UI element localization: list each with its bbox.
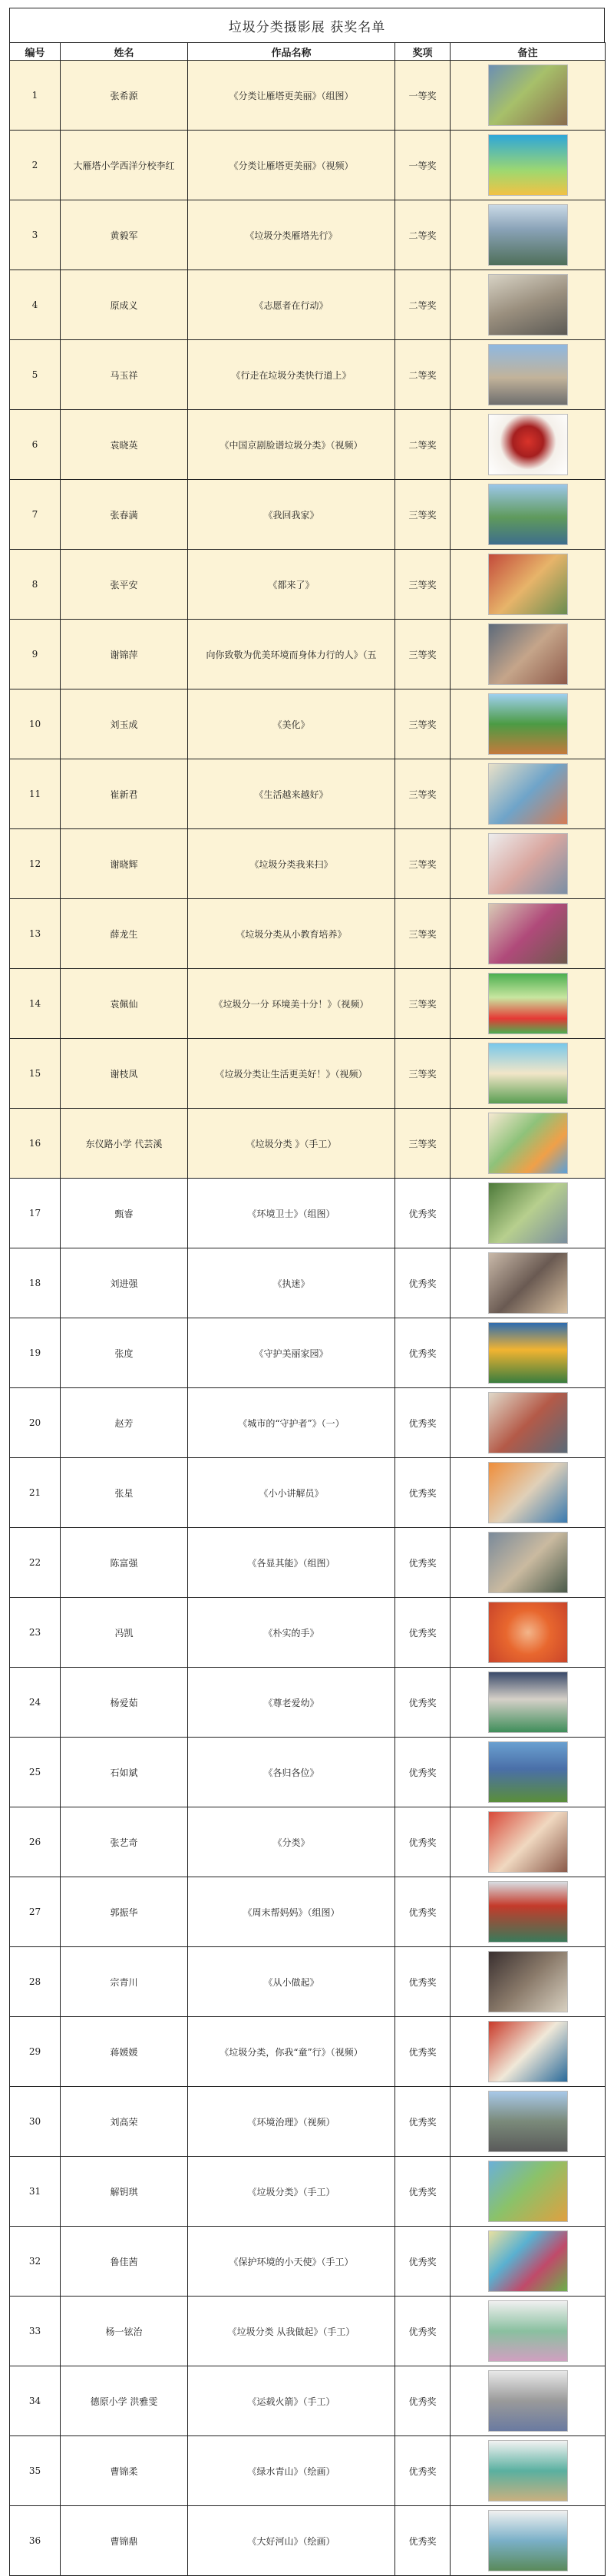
entry-photo[interactable] <box>488 2510 568 2571</box>
row-work: 《志愿者在行动》 <box>188 270 395 340</box>
row-num: 8 <box>10 550 61 620</box>
row-work: 《各显其能》（组图） <box>188 1528 395 1598</box>
row-name: 张艺奇 <box>61 1807 188 1877</box>
entry-photo[interactable] <box>488 1602 568 1663</box>
entry-photo[interactable] <box>488 1741 568 1803</box>
table-row <box>10 2297 606 2366</box>
row-name: 赵芳 <box>61 1388 188 1458</box>
row-note <box>451 1877 606 1947</box>
row-award: 三等奖 <box>395 969 451 1039</box>
row-name: 曹锦鼎 <box>61 2506 188 2576</box>
row-award: 优秀奖 <box>395 1598 451 1668</box>
entry-photo[interactable] <box>488 1462 568 1523</box>
row-note <box>451 2157 606 2227</box>
entry-photo[interactable] <box>488 2370 568 2432</box>
row-name: 张希源 <box>61 61 188 131</box>
row-name: 曹锦柔 <box>61 2436 188 2506</box>
row-name: 崔新君 <box>61 759 188 829</box>
row-work: 《守护美丽家园》 <box>188 1318 395 1388</box>
row-num: 17 <box>10 1179 61 1248</box>
row-name: 甄睿 <box>61 1179 188 1248</box>
table-row <box>10 270 606 340</box>
row-name: 谢锦萍 <box>61 620 188 689</box>
row-num: 11 <box>10 759 61 829</box>
entry-photo[interactable] <box>488 274 568 336</box>
row-note <box>451 689 606 759</box>
row-name: 薛龙生 <box>61 899 188 969</box>
entry-photo[interactable] <box>488 763 568 825</box>
row-name: 黄毅军 <box>61 200 188 270</box>
row-award: 三等奖 <box>395 620 451 689</box>
row-name: 石如斌 <box>61 1738 188 1807</box>
table-row <box>10 620 606 689</box>
row-name: 解钥琪 <box>61 2157 188 2227</box>
row-num: 2 <box>10 131 61 200</box>
row-note <box>451 1318 606 1388</box>
table-row <box>10 1947 606 2017</box>
row-num: 1 <box>10 61 61 131</box>
row-award: 一等奖 <box>395 61 451 131</box>
row-award: 三等奖 <box>395 1039 451 1109</box>
entry-photo[interactable] <box>488 1672 568 1733</box>
row-note <box>451 1807 606 1877</box>
row-name: 张春满 <box>61 480 188 550</box>
row-note <box>451 759 606 829</box>
row-num: 26 <box>10 1807 61 1877</box>
row-name: 马玉祥 <box>61 340 188 410</box>
table-row <box>10 759 606 829</box>
table-row <box>10 61 606 131</box>
row-name: 郭振华 <box>61 1877 188 1947</box>
row-name: 谢枝凤 <box>61 1039 188 1109</box>
entry-photo[interactable] <box>488 1392 568 1453</box>
row-award: 优秀奖 <box>395 1458 451 1528</box>
row-num: 16 <box>10 1109 61 1179</box>
entry-photo[interactable] <box>488 2300 568 2362</box>
row-num: 28 <box>10 1947 61 2017</box>
table-row <box>10 1807 606 1877</box>
row-award: 二等奖 <box>395 200 451 270</box>
entry-photo[interactable] <box>488 1811 568 1873</box>
row-note <box>451 2227 606 2297</box>
row-award: 二等奖 <box>395 340 451 410</box>
row-work: 向你致敬为优美环境而身体力行的人》（五 <box>188 620 395 689</box>
table-row <box>10 200 606 270</box>
entry-photo[interactable] <box>488 554 568 615</box>
row-work: 《垃圾分类 》（手工） <box>188 1109 395 1179</box>
row-award: 优秀奖 <box>395 1738 451 1807</box>
row-num: 5 <box>10 340 61 410</box>
row-note <box>451 270 606 340</box>
row-name: 冯凯 <box>61 1598 188 1668</box>
entry-photo[interactable] <box>488 2440 568 2502</box>
row-award: 二等奖 <box>395 270 451 340</box>
row-num: 14 <box>10 969 61 1039</box>
row-award: 优秀奖 <box>395 1179 451 1248</box>
row-work: 《尊老爱幼》 <box>188 1668 395 1738</box>
row-note <box>451 1668 606 1738</box>
header-name: 姓名 <box>61 43 188 61</box>
row-num: 9 <box>10 620 61 689</box>
row-note <box>451 131 606 200</box>
table-row <box>10 1668 606 1738</box>
table-row <box>10 969 606 1039</box>
row-award: 三等奖 <box>395 829 451 899</box>
entry-photo[interactable] <box>488 344 568 405</box>
row-award: 优秀奖 <box>395 1668 451 1738</box>
row-award: 三等奖 <box>395 759 451 829</box>
entry-photo[interactable] <box>488 1322 568 1384</box>
row-name: 大雁塔小学西洋分校李红 <box>61 131 188 200</box>
row-note <box>451 2297 606 2366</box>
header-work: 作品名称 <box>188 43 395 61</box>
row-num: 20 <box>10 1388 61 1458</box>
entry-photo[interactable] <box>488 693 568 755</box>
entry-photo[interactable] <box>488 1951 568 2012</box>
entry-photo[interactable] <box>488 1113 568 1174</box>
row-note <box>451 1179 606 1248</box>
row-work: 《行走在垃圾分类快行道上》 <box>188 340 395 410</box>
row-num: 31 <box>10 2157 61 2227</box>
row-name: 袁佩仙 <box>61 969 188 1039</box>
row-award: 优秀奖 <box>395 1877 451 1947</box>
row-work: 《环境卫士》（组图） <box>188 1179 395 1248</box>
row-num: 10 <box>10 689 61 759</box>
row-name: 袁晓英 <box>61 410 188 480</box>
award-sheet <box>9 8 605 2576</box>
row-num: 34 <box>10 2366 61 2436</box>
row-note <box>451 480 606 550</box>
row-award: 优秀奖 <box>395 2087 451 2157</box>
row-num: 35 <box>10 2436 61 2506</box>
row-work: 《生活越来越好》 <box>188 759 395 829</box>
entry-photo[interactable] <box>488 2230 568 2292</box>
row-work: 《美化》 <box>188 689 395 759</box>
table-row <box>10 2157 606 2227</box>
row-award: 优秀奖 <box>395 2297 451 2366</box>
row-num: 19 <box>10 1318 61 1388</box>
row-num: 6 <box>10 410 61 480</box>
header-award: 奖项 <box>395 43 451 61</box>
row-note <box>451 1947 606 2017</box>
entry-photo[interactable] <box>488 1532 568 1593</box>
entry-photo[interactable] <box>488 204 568 266</box>
row-num: 12 <box>10 829 61 899</box>
entry-photo[interactable] <box>488 2161 568 2222</box>
table-row <box>10 2436 606 2506</box>
table-row <box>10 1598 606 1668</box>
row-note <box>451 1598 606 1668</box>
row-name: 杨一铉治 <box>61 2297 188 2366</box>
row-note <box>451 2366 606 2436</box>
table-row <box>10 2227 606 2297</box>
table-row <box>10 2087 606 2157</box>
table-row <box>10 829 606 899</box>
row-work: 《绿水青山》（绘画） <box>188 2436 395 2506</box>
table-row <box>10 1738 606 1807</box>
entry-photo[interactable] <box>488 64 568 126</box>
row-name: 谢晓辉 <box>61 829 188 899</box>
entry-photo[interactable] <box>488 903 568 964</box>
row-award: 优秀奖 <box>395 1248 451 1318</box>
table-row <box>10 410 606 480</box>
table-row <box>10 131 606 200</box>
table-row <box>10 1318 606 1388</box>
entry-photo[interactable] <box>488 134 568 196</box>
row-note <box>451 1738 606 1807</box>
table-row <box>10 1109 606 1179</box>
row-num: 36 <box>10 2506 61 2576</box>
row-work: 《都来了》 <box>188 550 395 620</box>
row-work: 《垃圾分类》（手工） <box>188 2157 395 2227</box>
table-row <box>10 2366 606 2436</box>
row-note <box>451 899 606 969</box>
row-name: 张平安 <box>61 550 188 620</box>
row-work: 《城市的“守护者”》（一） <box>188 1388 395 1458</box>
row-note <box>451 2087 606 2157</box>
row-name: 陈富强 <box>61 1528 188 1598</box>
row-note <box>451 61 606 131</box>
row-num: 21 <box>10 1458 61 1528</box>
row-award: 三等奖 <box>395 550 451 620</box>
row-work: 《从小做起》 <box>188 1947 395 2017</box>
row-note <box>451 1248 606 1318</box>
row-award: 优秀奖 <box>395 1947 451 2017</box>
row-work: 《垃圾分类 从我做起》（手工） <box>188 2297 395 2366</box>
row-name: 刘高荣 <box>61 2087 188 2157</box>
table-row <box>10 899 606 969</box>
entry-photo[interactable] <box>488 1252 568 1314</box>
entry-photo[interactable] <box>488 623 568 685</box>
row-work: 《垃圾分类让生活更美好！》（视频） <box>188 1039 395 1109</box>
row-num: 25 <box>10 1738 61 1807</box>
row-note <box>451 2436 606 2506</box>
row-award: 优秀奖 <box>395 2157 451 2227</box>
table-row <box>10 1388 606 1458</box>
row-note <box>451 620 606 689</box>
row-award: 三等奖 <box>395 480 451 550</box>
entry-photo[interactable] <box>488 2091 568 2152</box>
table-row <box>10 2506 606 2576</box>
entry-photo[interactable] <box>488 1043 568 1104</box>
row-note <box>451 969 606 1039</box>
table-row <box>10 1039 606 1109</box>
row-award: 优秀奖 <box>395 1388 451 1458</box>
row-name: 鲁佳茜 <box>61 2227 188 2297</box>
table-row <box>10 1458 606 1528</box>
row-note <box>451 1388 606 1458</box>
entry-photo[interactable] <box>488 1881 568 1943</box>
table-row <box>10 1528 606 1598</box>
row-num: 33 <box>10 2297 61 2366</box>
row-note <box>451 1458 606 1528</box>
row-name: 蒋媛媛 <box>61 2017 188 2087</box>
row-work: 《分类让雁塔更美丽》（组图） <box>188 61 395 131</box>
row-work: 《大好河山》（绘画） <box>188 2506 395 2576</box>
table-row <box>10 480 606 550</box>
row-award: 优秀奖 <box>395 2366 451 2436</box>
entry-photo[interactable] <box>488 833 568 894</box>
row-work: 《垃圾分类从小教育培养》 <box>188 899 395 969</box>
table-row <box>10 689 606 759</box>
row-note <box>451 1039 606 1109</box>
table-row <box>10 2017 606 2087</box>
table-row <box>10 340 606 410</box>
row-name: 刘玉成 <box>61 689 188 759</box>
row-num: 30 <box>10 2087 61 2157</box>
row-award: 三等奖 <box>395 899 451 969</box>
row-note <box>451 200 606 270</box>
row-num: 27 <box>10 1877 61 1947</box>
row-name: 张度 <box>61 1318 188 1388</box>
row-work: 《执迷》 <box>188 1248 395 1318</box>
row-work: 《分类让雁塔更美丽》（视频） <box>188 131 395 200</box>
header-note: 备注 <box>451 43 606 61</box>
row-num: 7 <box>10 480 61 550</box>
entry-photo[interactable] <box>488 2021 568 2082</box>
row-name: 原成义 <box>61 270 188 340</box>
row-award: 优秀奖 <box>395 2436 451 2506</box>
entry-photo[interactable] <box>488 484 568 545</box>
row-note <box>451 410 606 480</box>
row-work: 《小小讲解员》 <box>188 1458 395 1528</box>
row-work: 《环境治理》（视频） <box>188 2087 395 2157</box>
row-award: 三等奖 <box>395 1109 451 1179</box>
row-note <box>451 2506 606 2576</box>
row-num: 15 <box>10 1039 61 1109</box>
row-num: 13 <box>10 899 61 969</box>
row-award: 三等奖 <box>395 689 451 759</box>
entry-photo[interactable] <box>488 1182 568 1244</box>
row-note <box>451 1109 606 1179</box>
entry-photo[interactable] <box>488 414 568 475</box>
row-note <box>451 829 606 899</box>
row-work: 《垃圾分类雁塔先行》 <box>188 200 395 270</box>
table-row <box>10 1179 606 1248</box>
header-row <box>10 43 606 61</box>
entry-photo[interactable] <box>488 973 568 1034</box>
award-table <box>9 42 606 2576</box>
row-award: 优秀奖 <box>395 1318 451 1388</box>
row-award: 优秀奖 <box>395 2227 451 2297</box>
row-work: 《我回我家》 <box>188 480 395 550</box>
row-name: 杨爱茹 <box>61 1668 188 1738</box>
row-note <box>451 550 606 620</box>
row-name: 东仪路小学 代芸溪 <box>61 1109 188 1179</box>
row-name: 德原小学 洪雅雯 <box>61 2366 188 2436</box>
row-award: 一等奖 <box>395 131 451 200</box>
row-award: 二等奖 <box>395 410 451 480</box>
row-note <box>451 2017 606 2087</box>
row-work: 《垃圾分类，你我“童”行》（视频） <box>188 2017 395 2087</box>
row-work: 《各归各位》 <box>188 1738 395 1807</box>
row-work: 《周末帮妈妈》（组图） <box>188 1877 395 1947</box>
row-name: 张星 <box>61 1458 188 1528</box>
row-name: 刘进强 <box>61 1248 188 1318</box>
row-award: 优秀奖 <box>395 2017 451 2087</box>
row-note <box>451 1528 606 1598</box>
row-award: 优秀奖 <box>395 1528 451 1598</box>
row-num: 4 <box>10 270 61 340</box>
row-name: 宗青川 <box>61 1947 188 2017</box>
row-num: 32 <box>10 2227 61 2297</box>
row-num: 22 <box>10 1528 61 1598</box>
row-num: 29 <box>10 2017 61 2087</box>
row-num: 18 <box>10 1248 61 1318</box>
row-work: 《中国京剧脸谱垃圾分类》（视频） <box>188 410 395 480</box>
row-work: 《运载火箭》（手工） <box>188 2366 395 2436</box>
row-work: 《朴实的手》 <box>188 1598 395 1668</box>
row-num: 23 <box>10 1598 61 1668</box>
row-award: 优秀奖 <box>395 1807 451 1877</box>
table-row <box>10 1877 606 1947</box>
row-award: 优秀奖 <box>395 2506 451 2576</box>
row-num: 24 <box>10 1668 61 1738</box>
row-note <box>451 340 606 410</box>
sheet-title: 垃圾分类摄影展 获奖名单 <box>9 8 605 42</box>
row-work: 《垃圾分类我来扫》 <box>188 829 395 899</box>
row-work: 《分类》 <box>188 1807 395 1877</box>
table-row <box>10 1248 606 1318</box>
row-work: 《保护环境的小天使》（手工） <box>188 2227 395 2297</box>
table-row <box>10 550 606 620</box>
row-num: 3 <box>10 200 61 270</box>
header-num: 编号 <box>10 43 61 61</box>
row-work: 《垃圾分一分 环境美十分！》（视频） <box>188 969 395 1039</box>
